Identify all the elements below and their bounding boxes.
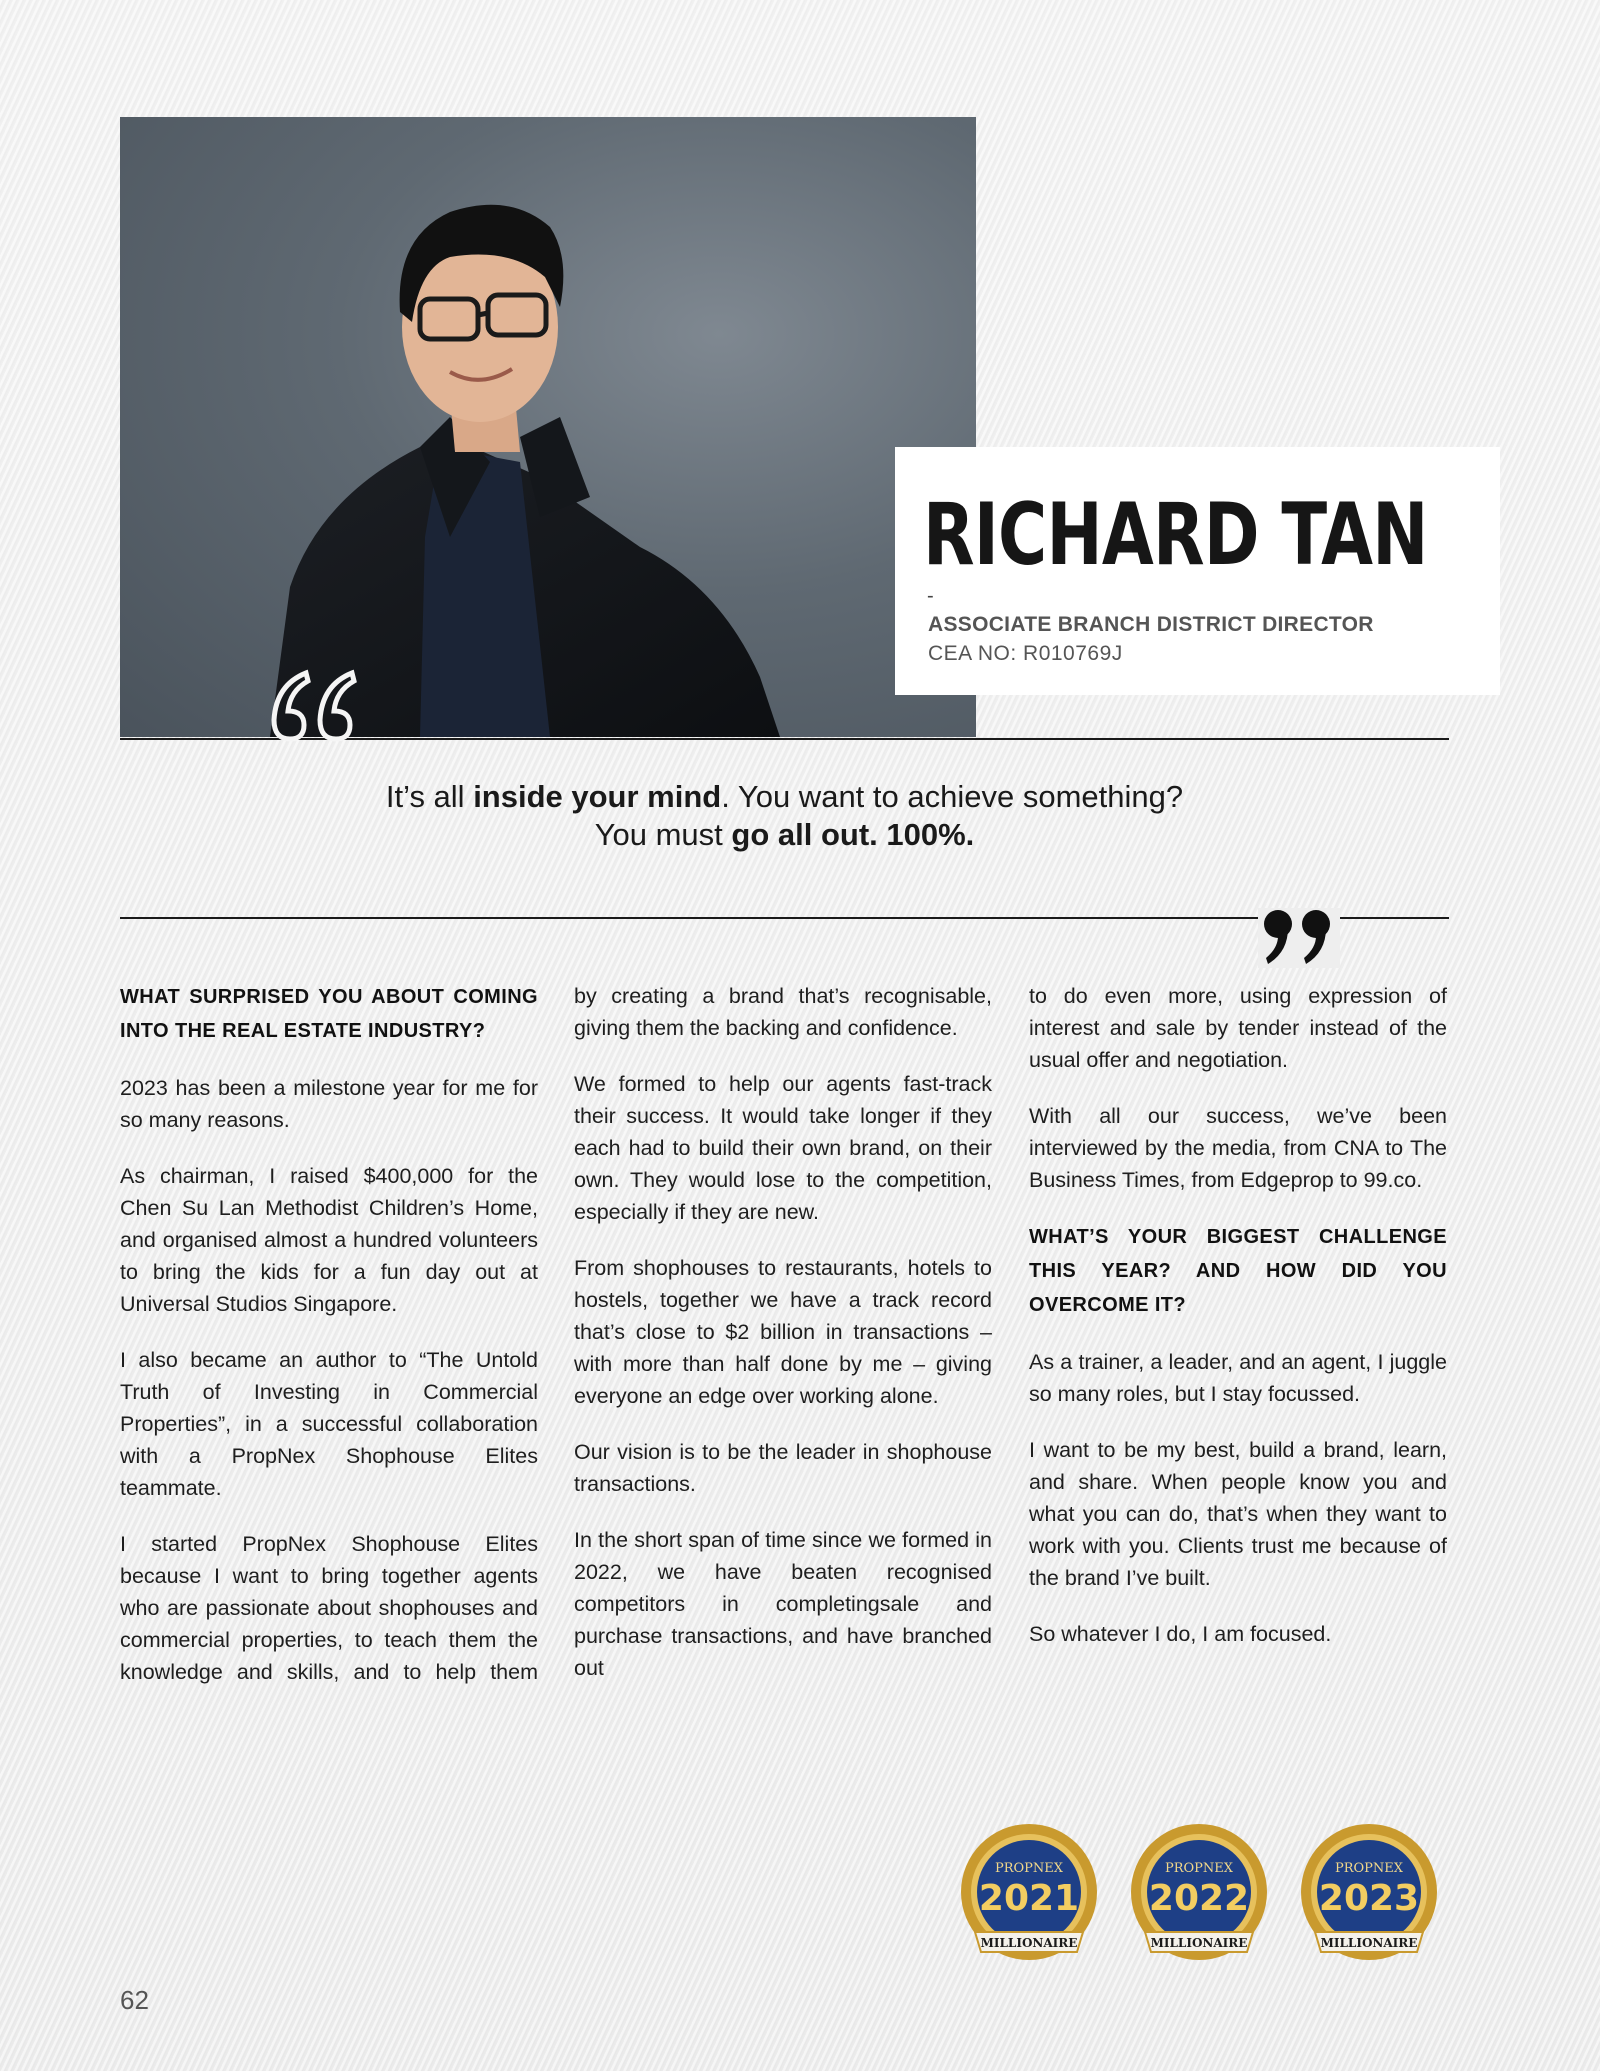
badge-label: MILLIONAIRE xyxy=(1320,1936,1418,1950)
award-badges xyxy=(955,1822,1455,1972)
name-card xyxy=(895,447,1500,695)
quote-emphasis: inside your mind xyxy=(473,779,722,814)
badge-brand: PROPNEX xyxy=(1334,1861,1404,1876)
person-name: RICHARD TAN xyxy=(923,485,1428,585)
millionaire-badge-icon xyxy=(1125,1822,1273,1972)
badge-year: 2022 xyxy=(1148,1878,1250,1919)
paragraph: With all our success, we’ve been interviewed by the media, from CNA to The Business Times, from Edgeprop to 99.co. xyxy=(1029,1104,1447,1192)
paragraph: to do even more, using expression of interest and sale by tender instead of the usual offer and negotiation. xyxy=(1029,984,1447,1072)
paragraph: I also became an author to “The Untold Truth of Investing in Commercial Properties”, in a successful collaboration with a PropNex Shophouse Elites teammate. xyxy=(120,1348,538,1500)
pull-quote-line-1 xyxy=(120,778,1449,816)
paragraph: I want to be my best, build a brand, learn, and share. When people know you and what you can do, that’s when they want to work with you. Clients trust me because of the brand I’ve built. xyxy=(1029,1438,1447,1590)
paragraph: 2023 has been a milestone year for me for so many reasons. xyxy=(120,1076,538,1132)
portrait-photo xyxy=(120,117,976,737)
question-heading: WHAT’S YOUR BIGGEST CHALLENGE THIS YEAR? AND HOW DID YOU OVERCOME IT? xyxy=(1029,1226,1447,1316)
article-column-3 xyxy=(1029,980,1447,1674)
quote-text: It’s all xyxy=(385,779,474,814)
pull-quote xyxy=(120,778,1449,854)
millionaire-badge-icon xyxy=(955,1822,1103,1972)
quote-text: You must xyxy=(594,817,732,852)
paragraph: We formed to help our agents fast-track their success. It would take longer if they each had to build their own brand, on their own. They would lose to the competition, especially if they are new. xyxy=(574,1072,992,1224)
paragraph: Our vision is to be the leader in shophouse transactions. xyxy=(574,1440,992,1496)
close-quote-icon xyxy=(1258,908,1340,968)
badge-year: 2021 xyxy=(978,1878,1080,1919)
millionaire-badge-icon xyxy=(1295,1822,1443,1972)
open-quote-icon xyxy=(266,665,358,745)
article-column-2 xyxy=(574,980,992,1708)
paragraph: As chairman, I raised $400,000 for the Chen Su Lan Methodist Children’s Home, and organised almost a hundred volunteers to bring the kids for a fun day out at Universal Studios Singapore. xyxy=(120,1164,538,1316)
person-role: ASSOCIATE BRANCH DISTRICT DIRECTOR xyxy=(928,613,1374,636)
paragraph: So whatever I do, I am focused. xyxy=(1029,1622,1332,1646)
paragraph: As a trainer, a leader, and an agent, I juggle so many roles, but I stay focussed. xyxy=(1029,1350,1447,1406)
pull-quote-line-2 xyxy=(120,816,1449,854)
badge-year: 2023 xyxy=(1318,1878,1420,1919)
badge-label: MILLIONAIRE xyxy=(1150,1936,1248,1950)
page-number: 62 xyxy=(120,1985,149,2015)
paragraph: by creating a brand that’s recognisable, giving them the backing and confidence. xyxy=(574,984,992,1040)
cea-number: CEA NO: R010769J xyxy=(928,642,1123,665)
badge-brand: PROPNEX xyxy=(1164,1861,1234,1876)
quote-rule-bottom xyxy=(120,917,1449,919)
portrait-illustration xyxy=(120,117,976,737)
quote-emphasis: go all out. 100%. xyxy=(731,817,975,852)
paragraph: From shophouses to restaurants, hotels to hostels, together we have a track record that’s close to $2 billion in transactions – with more than half done by me – giving everyone an edge over working alone. xyxy=(574,1256,992,1408)
question-heading: WHAT SURPRISED YOU ABOUT COMING INTO THE REAL ESTATE INDUSTRY? xyxy=(120,986,538,1042)
paragraph: I started PropNex Shophouse Elites because I want to bring together agents who are passionate about shophouses and commercial properties, to teach them the knowledge and skills, and to help them xyxy=(120,1532,538,1684)
quote-text: . You want to achieve something? xyxy=(721,779,1184,814)
badge-label: MILLIONAIRE xyxy=(980,1936,1078,1950)
paragraph: In the short span of time since we formed in 2022, we have beaten recognised competitors in completingsale and purchase transactions, and have branched out xyxy=(574,1528,992,1680)
article-column-1 xyxy=(120,980,538,1712)
name-dash: - xyxy=(927,585,934,607)
badge-brand: PROPNEX xyxy=(994,1861,1064,1876)
